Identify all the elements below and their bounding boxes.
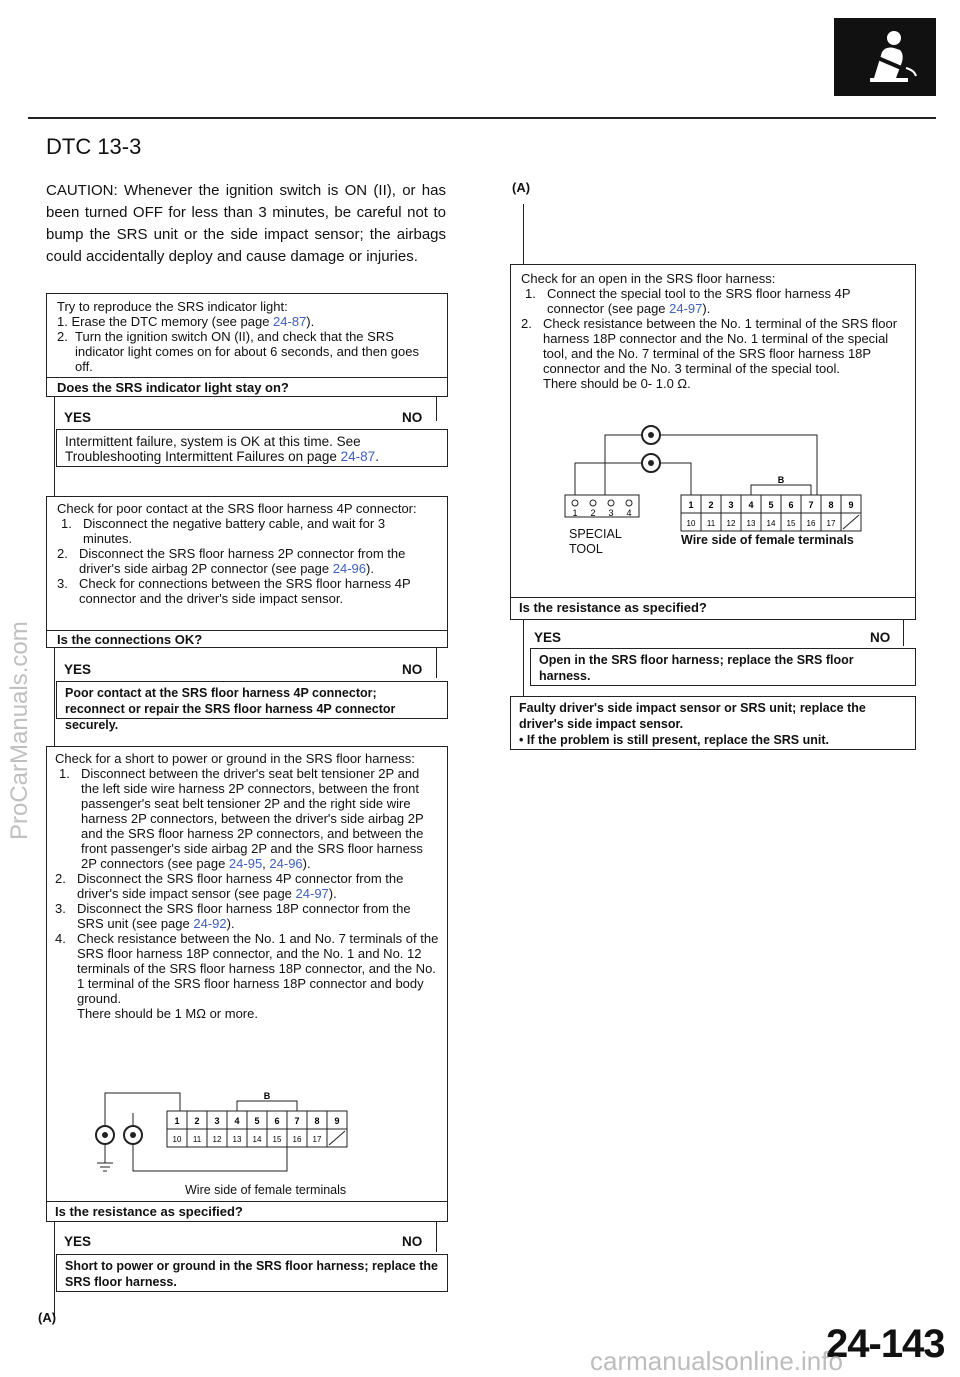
- yes-label: YES: [534, 630, 562, 645]
- header-rule: [28, 117, 936, 119]
- pin-label: 1: [174, 1116, 180, 1126]
- pin-label: 8: [314, 1116, 320, 1126]
- step1-question: Does the SRS indicator light stay on?: [57, 380, 289, 395]
- page-link[interactable]: 24-96: [332, 561, 366, 576]
- step3-item-3: 3. Disconnect the SRS floor harness 18P connector from the SRS unit (see page 24-92).: [55, 901, 411, 931]
- right-spec: There should be 0- 1.0 Ω.: [543, 376, 691, 391]
- pin-label: 13: [746, 519, 756, 528]
- step1-item-2: 2. Turn the ignition switch ON (II), and check that the SRS indicator light comes on for about 6 seconds, and then goes off.: [57, 329, 419, 374]
- right-question: Is the resistance as specified?: [519, 600, 707, 615]
- no-label: NO: [402, 1234, 423, 1249]
- tool-pin-label: 2: [590, 508, 596, 518]
- step1-intro: Try to reproduce the SRS indicator light:: [57, 299, 288, 314]
- pin-label: 3: [214, 1116, 220, 1126]
- pin-label: 2: [194, 1116, 200, 1126]
- step2-item-2: 2. Disconnect the SRS floor harness 2P connector from the driver's side airbag 2P connector (see page 24-96).: [57, 546, 406, 576]
- page-link[interactable]: 24-97: [295, 886, 329, 901]
- connector-caption-right: Wire side of female terminals: [681, 533, 854, 547]
- tool-pin: [572, 500, 578, 506]
- faulty-result-box: Faulty driver's side impact sensor or SRS unit; replace the driver's side impact sensor. • If the problem is still present, replace the SRS unit.: [510, 696, 916, 750]
- step2-intro: Check for poor contact at the SRS floor harness 4P connector:: [57, 501, 417, 516]
- pin-label: 11: [706, 519, 716, 528]
- pin-label: 15: [272, 1135, 282, 1144]
- probe-wire: [605, 435, 642, 495]
- step3-spec: There should be 1 MΩ or more.: [77, 1006, 258, 1021]
- step2-question: Is the connections OK?: [57, 632, 203, 647]
- side-watermark: ProCarManuals.com: [6, 621, 33, 840]
- right-item-2: 2. Check resistance between the No. 1 terminal of the SRS floor harness 18P connector and the No. 1 terminal of the special tool, and the No. 7 terminal of the SRS floor harness 18P connector and the No. 3 terminal of the special tool.: [521, 316, 898, 376]
- lock-tab: [237, 1101, 297, 1111]
- page-link[interactable]: 24-96: [269, 856, 303, 871]
- pin-label: 17: [826, 519, 836, 528]
- special-tool-diagram: [551, 415, 911, 575]
- step1-box: [46, 293, 448, 397]
- ground-symbol: [97, 1163, 113, 1171]
- pin-label: 10: [686, 519, 696, 528]
- no-label: NO: [870, 630, 891, 645]
- page-link[interactable]: 24-92: [193, 916, 227, 931]
- page-link[interactable]: 24-87: [273, 314, 307, 329]
- step2-item-3: 3. Check for connections between the SRS floor harness 4P connector and the driver's side impact sensor.: [57, 576, 411, 606]
- yes-label: YES: [64, 410, 92, 425]
- terminal-ring-center: [648, 460, 654, 466]
- step3-box: [46, 746, 448, 1222]
- tool-pin-label: 3: [608, 508, 614, 518]
- pin-label: 7: [808, 500, 814, 510]
- bottom-watermark: carmanualsonline.info: [590, 1346, 843, 1376]
- tool-pin-label: 1: [572, 508, 578, 518]
- pin-label: 2: [708, 500, 714, 510]
- pin-label: 16: [292, 1135, 302, 1144]
- pin-label: 11: [192, 1135, 202, 1144]
- probe-wire: [133, 1144, 287, 1171]
- pin-label: 7: [294, 1116, 300, 1126]
- step3-item-2: 2. Disconnect the SRS floor harness 4P connector from the driver's side impact sensor (see page 24-97).: [55, 871, 404, 901]
- terminal-ring-center: [102, 1132, 108, 1138]
- pin-label: 8: [828, 500, 834, 510]
- page-link[interactable]: 24-97: [669, 301, 703, 316]
- probe-wire: [105, 1093, 180, 1126]
- link-marker-bottom: (A): [38, 1310, 57, 1325]
- page-number: 24-143: [826, 1322, 945, 1366]
- connector-caption: Wire side of female terminals: [185, 1183, 347, 1197]
- pin-label: 17: [312, 1135, 322, 1144]
- pin-label: 1: [688, 500, 694, 510]
- pin-label: 12: [726, 519, 736, 528]
- tool-pin-label: 4: [626, 508, 632, 518]
- empty-slot: [329, 1131, 345, 1145]
- no-label: NO: [402, 662, 423, 677]
- page-link[interactable]: 24-95: [228, 856, 263, 871]
- pin-label: 10: [172, 1135, 182, 1144]
- step2-item-1: 1. Disconnect the negative battery cable, and wait for 3 minutes.: [61, 516, 386, 546]
- pin-label: 15: [786, 519, 796, 528]
- pin-label: 12: [212, 1135, 222, 1144]
- probe-wire: [575, 463, 642, 495]
- step3-item-4: 4. Check resistance between the No. 1 and No. 7 terminals of the SRS floor harness 18P connector, and the No. 1 and No. 12 terminals of the SRS floor harness 18P connector, and the No. 1 terminal of the SRS floor harness 18P connector and body ground.: [55, 931, 439, 1006]
- step2-box: [46, 496, 448, 648]
- terminal-ring-center: [130, 1132, 136, 1138]
- tool-pin: [608, 500, 614, 506]
- right-check-box: [510, 264, 916, 620]
- tool-label-2: TOOL: [569, 542, 603, 556]
- caution-text: CAUTION: Whenever the ignition switch is ON (II), or has been turned OFF for less than 3 minutes, be careful not to bump the SRS unit or the side impact sensor; the airbags could accidentally deploy and cause damage or injuries.: [46, 182, 446, 265]
- page-title: DTC 13-3: [46, 134, 142, 159]
- pin-label: 3: [728, 500, 734, 510]
- pin-label: 9: [334, 1116, 340, 1126]
- yes-label: YES: [64, 1234, 92, 1249]
- lock-tab: [751, 485, 811, 495]
- no-label: NO: [402, 410, 423, 425]
- lock-label: B: [263, 1091, 271, 1101]
- intermittent-box: Intermittent failure, system is OK at this time. See Troubleshooting Intermittent Failures on page 24-87.: [56, 429, 448, 467]
- pin-label: 4: [748, 500, 754, 510]
- link-marker-top: (A): [512, 180, 531, 195]
- yes-label: YES: [64, 662, 92, 677]
- pin-label: 6: [274, 1116, 280, 1126]
- pin-label: 14: [766, 519, 776, 528]
- tool-pin: [590, 500, 596, 506]
- poor-contact-box: Poor contact at the SRS floor harness 4P connector; reconnect or repair the SRS floor harness 4P connector securely.: [56, 681, 448, 719]
- pin-label: 6: [788, 500, 794, 510]
- seatbelt-icon: [834, 18, 936, 96]
- pin-label: 5: [254, 1116, 260, 1126]
- step3-question: Is the resistance as specified?: [55, 1204, 243, 1219]
- lock-label: B: [777, 475, 785, 485]
- tool-pin: [626, 500, 632, 506]
- empty-slot: [843, 515, 859, 529]
- pin-label: 4: [234, 1116, 240, 1126]
- step1-item-1: 1. Erase the DTC memory (see page 24-87).: [57, 314, 315, 329]
- page-link[interactable]: 24-87: [340, 449, 376, 464]
- faulty-bullet: • If the problem is still present, replace the SRS unit.: [519, 733, 829, 747]
- right-item-1: 1. Connect the special tool to the SRS floor harness 4P connector (see page 24-97).: [525, 286, 851, 316]
- header-icon-box: [834, 18, 936, 96]
- pin-label: 14: [252, 1135, 262, 1144]
- terminal-ring-center: [648, 432, 654, 438]
- probe-wire: [660, 435, 817, 495]
- step3-item-1: 1. Disconnect between the driver's seat belt tensioner 2P and the left side wire harness 2P connectors, between the front passenger's seat belt tensioner 2P and the right side wire harness 2P connectors, between the driver's side airbag 2P and the SRS floor harness 2P connectors, and between the front passenger's side airbag 2P and the SRS floor harness 2P connectors (see page 24-95, 24-96).: [59, 766, 424, 871]
- step3-intro: Check for a short to power or ground in the SRS floor harness:: [55, 751, 415, 766]
- open-result-box: Open in the SRS floor harness; replace the SRS floor harness.: [530, 648, 916, 686]
- right-intro: Check for an open in the SRS floor harness:: [521, 271, 776, 286]
- probe-wire: [660, 463, 691, 495]
- pin-label: 13: [232, 1135, 242, 1144]
- short-result-box: Short to power or ground in the SRS floor harness; replace the SRS floor harness.: [56, 1254, 448, 1292]
- connector-diagram: [87, 1083, 387, 1195]
- tool-label-1: SPECIAL: [569, 527, 622, 541]
- pin-label: 16: [806, 519, 816, 528]
- pin-label: 5: [768, 500, 774, 510]
- pin-label: 9: [848, 500, 854, 510]
